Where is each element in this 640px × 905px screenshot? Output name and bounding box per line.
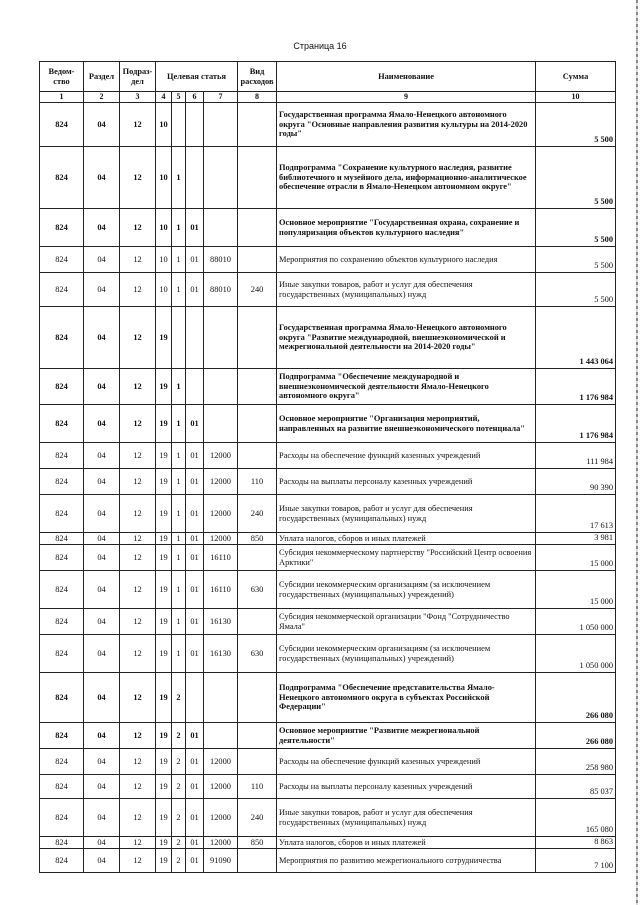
vedomstvo-cell: 824 <box>40 673 84 723</box>
table-row <box>40 443 616 469</box>
column-number: 5 <box>172 92 186 103</box>
celevaya-part1-cell: 19 <box>156 369 172 405</box>
table-row <box>40 533 616 545</box>
naimenovanie-cell: Расходы на обеспечение функций казенных учреждений <box>277 443 536 469</box>
vid-rashodov-cell <box>238 209 277 247</box>
naimenovanie-cell: Субсидии некоммерческим организациям (за исключением государственных (муниципальных) учреждений) <box>277 635 536 673</box>
celevaya-part4-cell: 12000 <box>204 799 238 837</box>
column-number-row <box>40 92 616 103</box>
podrazdel-cell: 12 <box>120 369 156 405</box>
summa-cell: 5 500 <box>536 103 616 147</box>
celevaya-part3-cell: 01 <box>186 849 204 873</box>
vid-rashodov-cell <box>238 443 277 469</box>
razdel-cell: 04 <box>84 673 120 723</box>
scan-edge-shadow <box>636 0 638 905</box>
vid-rashodov-cell: 240 <box>238 495 277 533</box>
column-number: 7 <box>204 92 238 103</box>
celevaya-part2-cell: 1 <box>172 545 186 571</box>
celevaya-part4-cell <box>204 405 238 443</box>
podrazdel-cell: 12 <box>120 723 156 749</box>
razdel-cell: 04 <box>84 723 120 749</box>
razdel-cell: 04 <box>84 545 120 571</box>
celevaya-part4-cell: 12000 <box>204 469 238 495</box>
celevaya-part2-cell: 1 <box>172 469 186 495</box>
table-row <box>40 247 616 273</box>
razdel-cell: 04 <box>84 247 120 273</box>
celevaya-part3-cell: 01 <box>186 533 204 545</box>
podrazdel-cell: 12 <box>120 673 156 723</box>
celevaya-part4-cell: 12000 <box>204 495 238 533</box>
naimenovanie-cell: Уплата налогов, сборов и иных платежей <box>277 533 536 545</box>
celevaya-part4-cell <box>204 209 238 247</box>
celevaya-part3-cell: 01 <box>186 545 204 571</box>
celevaya-part3-cell: 01 <box>186 723 204 749</box>
celevaya-part2-cell: 1 <box>172 609 186 635</box>
podrazdel-cell: 12 <box>120 571 156 609</box>
naimenovanie-cell: Мероприятия по сохранению объектов культурного наследия <box>277 247 536 273</box>
naimenovanie-cell: Расходы на выплаты персоналу казенных учреждений <box>277 469 536 495</box>
summa-cell: 8 863 <box>536 837 616 849</box>
celevaya-part1-cell: 19 <box>156 749 172 775</box>
vedomstvo-cell: 824 <box>40 147 84 209</box>
vid-rashodov-cell <box>238 405 277 443</box>
razdel-cell: 04 <box>84 775 120 799</box>
podrazdel-cell: 12 <box>120 469 156 495</box>
celevaya-part1-cell: 19 <box>156 495 172 533</box>
naimenovanie-cell: Подпрограмма "Обеспечение представительства Ямало-Ненецкого автономного округа в субъектах Российской Федерации" <box>277 673 536 723</box>
column-number: 4 <box>156 92 172 103</box>
vedomstvo-cell: 824 <box>40 545 84 571</box>
naimenovanie-cell: Уплата налогов, сборов и иных платежей <box>277 837 536 849</box>
celevaya-part3-cell <box>186 369 204 405</box>
celevaya-part3-cell: 01 <box>186 775 204 799</box>
table-row <box>40 147 616 209</box>
podrazdel-cell: 12 <box>120 307 156 369</box>
celevaya-part4-cell: 16130 <box>204 635 238 673</box>
celevaya-part3-cell: 01 <box>186 749 204 775</box>
celevaya-part2-cell: 1 <box>172 533 186 545</box>
naimenovanie-cell: Субсидии некоммерческим организациям (за исключением государственных (муниципальных) учреждений) <box>277 571 536 609</box>
vid-rashodov-cell <box>238 103 277 147</box>
header-celevaya-statya: Целевая статья <box>156 62 238 92</box>
celevaya-part1-cell: 10 <box>156 103 172 147</box>
celevaya-part4-cell <box>204 147 238 209</box>
razdel-cell: 04 <box>84 837 120 849</box>
podrazdel-cell: 12 <box>120 799 156 837</box>
celevaya-part1-cell: 19 <box>156 405 172 443</box>
celevaya-part4-cell: 88010 <box>204 273 238 307</box>
podrazdel-cell: 12 <box>120 749 156 775</box>
vid-rashodov-cell <box>238 723 277 749</box>
celevaya-part3-cell: 01 <box>186 495 204 533</box>
vid-rashodov-cell: 240 <box>238 799 277 837</box>
celevaya-part1-cell: 19 <box>156 849 172 873</box>
table-row <box>40 495 616 533</box>
podrazdel-cell: 12 <box>120 635 156 673</box>
celevaya-part2-cell: 2 <box>172 749 186 775</box>
podrazdel-cell: 12 <box>120 103 156 147</box>
summa-cell: 17 613 <box>536 495 616 533</box>
celevaya-part2-cell: 1 <box>172 247 186 273</box>
celevaya-part1-cell: 19 <box>156 837 172 849</box>
celevaya-part2-cell: 2 <box>172 849 186 873</box>
vedomstvo-cell: 824 <box>40 247 84 273</box>
summa-cell: 3 981 <box>536 533 616 545</box>
column-number: 1 <box>40 92 84 103</box>
table-row <box>40 469 616 495</box>
column-number: 3 <box>120 92 156 103</box>
summa-cell: 1 176 984 <box>536 405 616 443</box>
vedomstvo-cell: 824 <box>40 209 84 247</box>
celevaya-part1-cell: 19 <box>156 545 172 571</box>
summa-cell: 90 390 <box>536 469 616 495</box>
table-row <box>40 103 616 147</box>
table-row <box>40 849 616 873</box>
celevaya-part1-cell: 19 <box>156 571 172 609</box>
celevaya-part3-cell <box>186 307 204 369</box>
table-row <box>40 405 616 443</box>
celevaya-part2-cell: 1 <box>172 495 186 533</box>
summa-cell: 165 080 <box>536 799 616 837</box>
celevaya-part1-cell: 19 <box>156 775 172 799</box>
vedomstvo-cell: 824 <box>40 749 84 775</box>
summa-cell: 5 500 <box>536 147 616 209</box>
celevaya-part3-cell <box>186 103 204 147</box>
table-row <box>40 545 616 571</box>
celevaya-part1-cell: 19 <box>156 609 172 635</box>
celevaya-part2-cell: 2 <box>172 837 186 849</box>
naimenovanie-cell: Основное мероприятие "Государственная охрана, сохранение и популяризация объектов культурного наследия" <box>277 209 536 247</box>
celevaya-part4-cell: 12000 <box>204 775 238 799</box>
celevaya-part3-cell <box>186 147 204 209</box>
vid-rashodov-cell: 630 <box>238 635 277 673</box>
summa-cell: 111 984 <box>536 443 616 469</box>
celevaya-part3-cell: 01 <box>186 405 204 443</box>
vid-rashodov-cell <box>238 609 277 635</box>
vid-rashodov-cell: 240 <box>238 273 277 307</box>
naimenovanie-cell: Субсидия некоммерческому партнерству "Российский Центр освоения Арктики" <box>277 545 536 571</box>
vid-rashodov-cell: 630 <box>238 571 277 609</box>
table-row <box>40 609 616 635</box>
vedomstvo-cell: 824 <box>40 837 84 849</box>
table-row <box>40 749 616 775</box>
razdel-cell: 04 <box>84 147 120 209</box>
vedomstvo-cell: 824 <box>40 443 84 469</box>
header-vedomstvo: Ведом-ство <box>40 62 84 92</box>
razdel-cell: 04 <box>84 273 120 307</box>
celevaya-part1-cell: 10 <box>156 147 172 209</box>
vid-rashodov-cell <box>238 307 277 369</box>
column-number: 6 <box>186 92 204 103</box>
razdel-cell: 04 <box>84 405 120 443</box>
table-header-row <box>40 62 616 92</box>
celevaya-part2-cell: 1 <box>172 635 186 673</box>
celevaya-part1-cell: 19 <box>156 673 172 723</box>
table-row <box>40 673 616 723</box>
vedomstvo-cell: 824 <box>40 405 84 443</box>
celevaya-part1-cell: 19 <box>156 307 172 369</box>
celevaya-part4-cell: 88010 <box>204 247 238 273</box>
celevaya-part1-cell: 10 <box>156 247 172 273</box>
celevaya-part4-cell <box>204 673 238 723</box>
vedomstvo-cell: 824 <box>40 469 84 495</box>
table-row <box>40 369 616 405</box>
summa-cell: 1 176 984 <box>536 369 616 405</box>
razdel-cell: 04 <box>84 209 120 247</box>
celevaya-part2-cell: 2 <box>172 673 186 723</box>
podrazdel-cell: 12 <box>120 545 156 571</box>
vid-rashodov-cell <box>238 147 277 209</box>
celevaya-part3-cell <box>186 673 204 723</box>
header-podrazdel: Подраз-дел <box>120 62 156 92</box>
naimenovanie-cell: Иные закупки товаров, работ и услуг для обеспечения государственных (муниципальных) нужд <box>277 799 536 837</box>
podrazdel-cell: 12 <box>120 147 156 209</box>
podrazdel-cell: 12 <box>120 609 156 635</box>
table-row <box>40 273 616 307</box>
vid-rashodov-cell <box>238 849 277 873</box>
celevaya-part3-cell: 01 <box>186 443 204 469</box>
razdel-cell: 04 <box>84 635 120 673</box>
celevaya-part4-cell: 12000 <box>204 533 238 545</box>
vid-rashodov-cell <box>238 749 277 775</box>
celevaya-part4-cell: 12000 <box>204 749 238 775</box>
celevaya-part2-cell: 1 <box>172 443 186 469</box>
vedomstvo-cell: 824 <box>40 273 84 307</box>
vedomstvo-cell: 824 <box>40 533 84 545</box>
celevaya-part4-cell: 16110 <box>204 545 238 571</box>
naimenovanie-cell: Иные закупки товаров, работ и услуг для обеспечения государственных (муниципальных) нужд <box>277 273 536 307</box>
celevaya-part4-cell: 16130 <box>204 609 238 635</box>
celevaya-part3-cell: 01 <box>186 635 204 673</box>
vid-rashodov-cell: 110 <box>238 469 277 495</box>
table-row <box>40 635 616 673</box>
celevaya-part2-cell: 2 <box>172 775 186 799</box>
vid-rashodov-cell <box>238 369 277 405</box>
naimenovanie-cell: Субсидия некоммерческой организации "Фонд "Сотрудничество Ямала" <box>277 609 536 635</box>
celevaya-part4-cell <box>204 103 238 147</box>
celevaya-part2-cell <box>172 103 186 147</box>
vid-rashodov-cell <box>238 545 277 571</box>
razdel-cell: 04 <box>84 849 120 873</box>
summa-cell: 266 080 <box>536 673 616 723</box>
celevaya-part1-cell: 19 <box>156 533 172 545</box>
summa-cell: 5 500 <box>536 209 616 247</box>
celevaya-part4-cell: 12000 <box>204 443 238 469</box>
table-row <box>40 209 616 247</box>
summa-cell: 5 500 <box>536 247 616 273</box>
razdel-cell: 04 <box>84 369 120 405</box>
naimenovanie-cell: Государственная программа Ямало-Ненецкого автономного округа "Основные направления развития культуры на 2014-2020 годы" <box>277 103 536 147</box>
summa-cell: 266 080 <box>536 723 616 749</box>
celevaya-part2-cell: 1 <box>172 273 186 307</box>
celevaya-part4-cell: 16110 <box>204 571 238 609</box>
vid-rashodov-cell: 110 <box>238 775 277 799</box>
celevaya-part1-cell: 19 <box>156 723 172 749</box>
celevaya-part4-cell: 12000 <box>204 837 238 849</box>
vedomstvo-cell: 824 <box>40 849 84 873</box>
vedomstvo-cell: 824 <box>40 799 84 837</box>
podrazdel-cell: 12 <box>120 837 156 849</box>
summa-cell: 1 443 064 <box>536 307 616 369</box>
podrazdel-cell: 12 <box>120 443 156 469</box>
razdel-cell: 04 <box>84 469 120 495</box>
razdel-cell: 04 <box>84 495 120 533</box>
podrazdel-cell: 12 <box>120 849 156 873</box>
podrazdel-cell: 12 <box>120 495 156 533</box>
podrazdel-cell: 12 <box>120 209 156 247</box>
vedomstvo-cell: 824 <box>40 495 84 533</box>
table-row <box>40 837 616 849</box>
celevaya-part1-cell: 19 <box>156 443 172 469</box>
celevaya-part2-cell: 1 <box>172 369 186 405</box>
naimenovanie-cell: Расходы на выплаты персоналу казенных учреждений <box>277 775 536 799</box>
naimenovanie-cell: Подпрограмма "Сохранение культурного наследия, развитие библиотечного и музейного дела, информационно-аналитическое обеспечение отрасли в Ямало-Ненецком автономном округе" <box>277 147 536 209</box>
vedomstvo-cell: 824 <box>40 609 84 635</box>
celevaya-part3-cell: 01 <box>186 837 204 849</box>
vid-rashodov-cell: 850 <box>238 533 277 545</box>
razdel-cell: 04 <box>84 103 120 147</box>
celevaya-part2-cell: 1 <box>172 209 186 247</box>
table-row <box>40 775 616 799</box>
naimenovanie-cell: Расходы на обеспечение функций казенных учреждений <box>277 749 536 775</box>
naimenovanie-cell: Подпрограмма "Обеспечение международной и внешнеэкономической деятельности Ямало-Ненецкого автономного округа" <box>277 369 536 405</box>
vid-rashodov-cell <box>238 247 277 273</box>
razdel-cell: 04 <box>84 749 120 775</box>
vedomstvo-cell: 824 <box>40 307 84 369</box>
header-naimenovanie: Наименование <box>277 62 536 92</box>
budget-table <box>39 61 616 873</box>
celevaya-part4-cell <box>204 723 238 749</box>
header-vid-rashodov: Вид расходов <box>238 62 277 92</box>
celevaya-part1-cell: 10 <box>156 209 172 247</box>
naimenovanie-cell: Государственная программа Ямало-Ненецкого автономного округа "Развитие международной, внешнеэкономической и межрегиональной деятельности на 2014-2020 годы" <box>277 307 536 369</box>
vedomstvo-cell: 824 <box>40 369 84 405</box>
podrazdel-cell: 12 <box>120 247 156 273</box>
podrazdel-cell: 12 <box>120 533 156 545</box>
column-number: 9 <box>277 92 536 103</box>
naimenovanie-cell: Иные закупки товаров, работ и услуг для обеспечения государственных (муниципальных) нужд <box>277 495 536 533</box>
celevaya-part1-cell: 19 <box>156 469 172 495</box>
razdel-cell: 04 <box>84 307 120 369</box>
celevaya-part1-cell: 19 <box>156 799 172 837</box>
page-number-label: Страница 16 <box>293 41 347 51</box>
celevaya-part2-cell <box>172 307 186 369</box>
column-number: 2 <box>84 92 120 103</box>
celevaya-part2-cell: 1 <box>172 571 186 609</box>
celevaya-part2-cell: 2 <box>172 723 186 749</box>
vedomstvo-cell: 824 <box>40 571 84 609</box>
naimenovanie-cell: Основное мероприятие "Организация мероприятий, направленных на развитие внешнеэкономического потенциала" <box>277 405 536 443</box>
summa-cell: 15 000 <box>536 545 616 571</box>
header-summa: Сумма <box>536 62 616 92</box>
celevaya-part3-cell: 01 <box>186 209 204 247</box>
celevaya-part3-cell: 01 <box>186 799 204 837</box>
table-row <box>40 571 616 609</box>
table-row <box>40 799 616 837</box>
razdel-cell: 04 <box>84 609 120 635</box>
summa-cell: 258 980 <box>536 749 616 775</box>
vedomstvo-cell: 824 <box>40 103 84 147</box>
podrazdel-cell: 12 <box>120 405 156 443</box>
summa-cell: 85 037 <box>536 775 616 799</box>
summa-cell: 7 100 <box>536 849 616 873</box>
column-number: 8 <box>238 92 277 103</box>
celevaya-part1-cell: 10 <box>156 273 172 307</box>
podrazdel-cell: 12 <box>120 775 156 799</box>
header-razdel: Раздел <box>84 62 120 92</box>
vid-rashodov-cell <box>238 673 277 723</box>
celevaya-part4-cell <box>204 369 238 405</box>
table-row <box>40 307 616 369</box>
column-number: 10 <box>536 92 616 103</box>
vid-rashodov-cell: 850 <box>238 837 277 849</box>
summa-cell: 1 050 000 <box>536 609 616 635</box>
celevaya-part3-cell: 01 <box>186 609 204 635</box>
celevaya-part3-cell: 01 <box>186 469 204 495</box>
celevaya-part3-cell: 01 <box>186 571 204 609</box>
razdel-cell: 04 <box>84 533 120 545</box>
summa-cell: 1 050 000 <box>536 635 616 673</box>
naimenovanie-cell: Основное мероприятие "Развитие межрегиональной деятельности" <box>277 723 536 749</box>
naimenovanie-cell: Мероприятия по развитию межрегионального сотрудничества <box>277 849 536 873</box>
podrazdel-cell: 12 <box>120 273 156 307</box>
celevaya-part2-cell: 2 <box>172 799 186 837</box>
vedomstvo-cell: 824 <box>40 635 84 673</box>
celevaya-part1-cell: 19 <box>156 635 172 673</box>
table-row <box>40 723 616 749</box>
celevaya-part2-cell: 1 <box>172 147 186 209</box>
celevaya-part4-cell: 91090 <box>204 849 238 873</box>
razdel-cell: 04 <box>84 799 120 837</box>
razdel-cell: 04 <box>84 443 120 469</box>
summa-cell: 5 500 <box>536 273 616 307</box>
vedomstvo-cell: 824 <box>40 723 84 749</box>
razdel-cell: 04 <box>84 571 120 609</box>
vedomstvo-cell: 824 <box>40 775 84 799</box>
celevaya-part3-cell: 01 <box>186 247 204 273</box>
summa-cell: 15 000 <box>536 571 616 609</box>
celevaya-part2-cell: 1 <box>172 405 186 443</box>
celevaya-part3-cell: 01 <box>186 273 204 307</box>
celevaya-part4-cell <box>204 307 238 369</box>
